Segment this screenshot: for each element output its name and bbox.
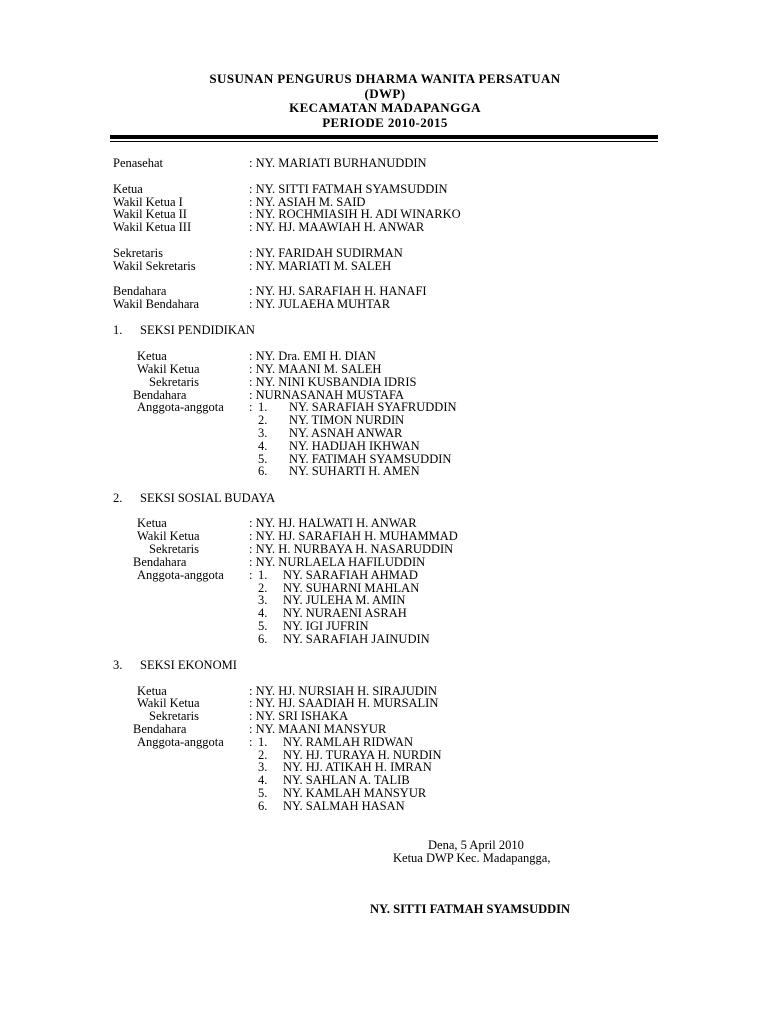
member-number: 1.	[258, 400, 268, 414]
officer-role: Wakil Ketua	[137, 696, 200, 710]
leader-name: : NY. FARIDAH SUDIRMAN	[249, 246, 403, 260]
member-number: 6.	[258, 799, 268, 813]
officer-role: Ketua	[137, 349, 167, 363]
leader-name: : NY. SITTI FATMAH SYAMSUDDIN	[249, 182, 448, 196]
member-number: 5.	[258, 452, 268, 466]
member-number: 4.	[258, 606, 268, 620]
leader-role: Ketua	[113, 182, 143, 196]
leader-name: : NY. HJ. MAAWIAH H. ANWAR	[249, 220, 425, 234]
header-district: KECAMATAN MADAPANGGA	[289, 100, 481, 115]
member-name: NY. HADIJAH IKHWAN	[289, 439, 420, 453]
member-name: NY. HJ. TURAYA H. NURDIN	[283, 748, 442, 762]
officer-name: : NY. HJ. SAADIAH H. MURSALIN	[249, 696, 439, 710]
header-period: PERIODE 2010-2015	[322, 114, 448, 130]
section-heading	[113, 323, 255, 338]
member-row	[258, 464, 420, 478]
section-number: 3.	[113, 658, 123, 672]
officer-name: : NY. MAANI MANSYUR	[249, 722, 387, 736]
officer-role: Bendahara	[133, 722, 187, 736]
member-number: 5.	[258, 619, 268, 633]
officer-role: Sekretaris	[149, 542, 199, 556]
section-title: SEKSI PENDIDIKAN	[140, 323, 255, 337]
leader-role: Wakil Bendahara	[113, 297, 200, 311]
member-name: NY. SUHARTI H. AMEN	[289, 464, 420, 478]
member-number: 4.	[258, 439, 268, 453]
officer-name: : NY. MAANI M. SALEH	[249, 362, 382, 376]
member-name: NY. HJ. ATIKAH H. IMRAN	[283, 760, 432, 774]
header-divider-thick	[110, 135, 658, 139]
member-number: 2.	[258, 413, 268, 427]
member-number: 3.	[258, 760, 268, 774]
member-number: 1.	[258, 735, 268, 749]
leader-role: Penasehat	[113, 156, 163, 170]
officer-name: : NY. NINI KUSBANDIA IDRIS	[249, 375, 417, 389]
officer-role: Ketua	[137, 516, 167, 530]
members-label: Anggota-anggota	[137, 400, 224, 414]
leader-role: Sekretaris	[113, 246, 163, 260]
member-name: NY. KAMLAH MANSYUR	[283, 786, 427, 800]
place-date: Dena, 5 April 2010	[428, 838, 524, 852]
officer-name: : NY. H. NURBAYA H. NASARUDDIN	[249, 542, 454, 556]
member-number: 1.	[258, 568, 268, 582]
leader-role: Wakil Ketua III	[113, 220, 192, 234]
leader-name: : NY. ROCHMIASIH H. ADI WINARKO	[249, 207, 461, 221]
member-number: 5.	[258, 786, 268, 800]
member-name: NY. TIMON NURDIN	[289, 413, 405, 427]
member-name: NY. RAMLAH RIDWAN	[283, 735, 413, 749]
member-name: NY. SARAFIAH JAINUDIN	[283, 632, 430, 646]
members-colon: :	[249, 568, 253, 582]
members-colon: :	[249, 735, 253, 749]
member-number: 4.	[258, 773, 268, 787]
officer-role: Bendahara	[133, 388, 187, 402]
section-title: SEKSI SOSIAL BUDAYA	[140, 491, 276, 505]
member-name: NY. SARAFIAH SYAFRUDDIN	[289, 400, 457, 414]
officer-role: Wakil Ketua	[137, 529, 200, 543]
officer-name: : NURNASANAH MUSTAFA	[249, 388, 405, 402]
header-abbreviation: (DWP)	[364, 85, 406, 101]
section-number: 1.	[113, 323, 123, 337]
member-name: NY. SARAFIAH AHMAD	[283, 568, 418, 582]
signer-role: Ketua DWP Kec. Madapangga,	[393, 851, 551, 865]
leader-name: : NY. JULAEHA MUHTAR	[249, 297, 391, 311]
document-header	[110, 72, 660, 130]
member-name: NY. NURAENI ASRAH	[283, 606, 407, 620]
member-row	[258, 799, 405, 813]
header-title: SUSUNAN PENGURUS DHARMA WANITA PERSATUAN	[209, 71, 561, 86]
member-name: NY. SAHLAN A. TALIB	[283, 773, 410, 787]
officer-role: Bendahara	[133, 555, 187, 569]
leader-role: Wakil Ketua II	[113, 207, 187, 221]
member-name: NY. SALMAH HASAN	[283, 799, 405, 813]
officer-role: Ketua	[137, 684, 167, 698]
member-name: NY. SUHARNI MAHLAN	[283, 581, 420, 595]
member-name: NY. FATIMAH SYAMSUDDIN	[289, 452, 452, 466]
officer-name: : NY. HJ. HALWATI H. ANWAR	[249, 516, 417, 530]
member-number: 6.	[258, 464, 268, 478]
member-name: NY. JULEHA M. AMIN	[283, 593, 406, 607]
officer-name: : NY. HJ. SARAFIAH H. MUHAMMAD	[249, 529, 458, 543]
leader-role: Wakil Ketua I	[113, 195, 183, 209]
header-divider-thin	[110, 141, 658, 142]
leader-role: Wakil Sekretaris	[113, 259, 196, 273]
officer-name: : NY. NURLAELA HAFILUDDIN	[249, 555, 426, 569]
leader-name: : NY. MARIATI M. SALEH	[249, 259, 392, 273]
section-title: SEKSI EKONOMI	[140, 658, 237, 672]
officer-name: : NY. Dra. EMI H. DIAN	[249, 349, 376, 363]
members-colon: :	[249, 400, 253, 414]
section-number: 2.	[113, 491, 123, 505]
leader-name: : NY. ASIAH M. SAID	[249, 195, 366, 209]
member-name: NY. IGI JUFRIN	[283, 619, 369, 633]
member-row	[258, 632, 430, 646]
member-name: NY. ASNAH ANWAR	[289, 426, 403, 440]
officer-role: Sekretaris	[149, 709, 199, 723]
member-number: 2.	[258, 581, 268, 595]
member-number: 3.	[258, 426, 268, 440]
member-number: 3.	[258, 593, 268, 607]
leader-role: Bendahara	[113, 284, 167, 298]
leader-name: : NY. MARIATI BURHANUDDIN	[249, 156, 427, 170]
section-heading	[113, 491, 275, 506]
officer-name: : NY. SRI ISHAKA	[249, 709, 349, 723]
members-label: Anggota-anggota	[137, 568, 224, 582]
signer-name: NY. SITTI FATMAH SYAMSUDDIN	[370, 902, 571, 916]
officer-name: : NY. HJ. NURSIAH H. SIRAJUDIN	[249, 684, 437, 698]
members-label: Anggota-anggota	[137, 735, 224, 749]
member-number: 2.	[258, 748, 268, 762]
leader-name: : NY. HJ. SARAFIAH H. HANAFI	[249, 284, 427, 298]
officer-role: Wakil Ketua	[137, 362, 200, 376]
section-heading	[113, 658, 237, 673]
member-number: 6.	[258, 632, 268, 646]
officer-role: Sekretaris	[149, 375, 199, 389]
